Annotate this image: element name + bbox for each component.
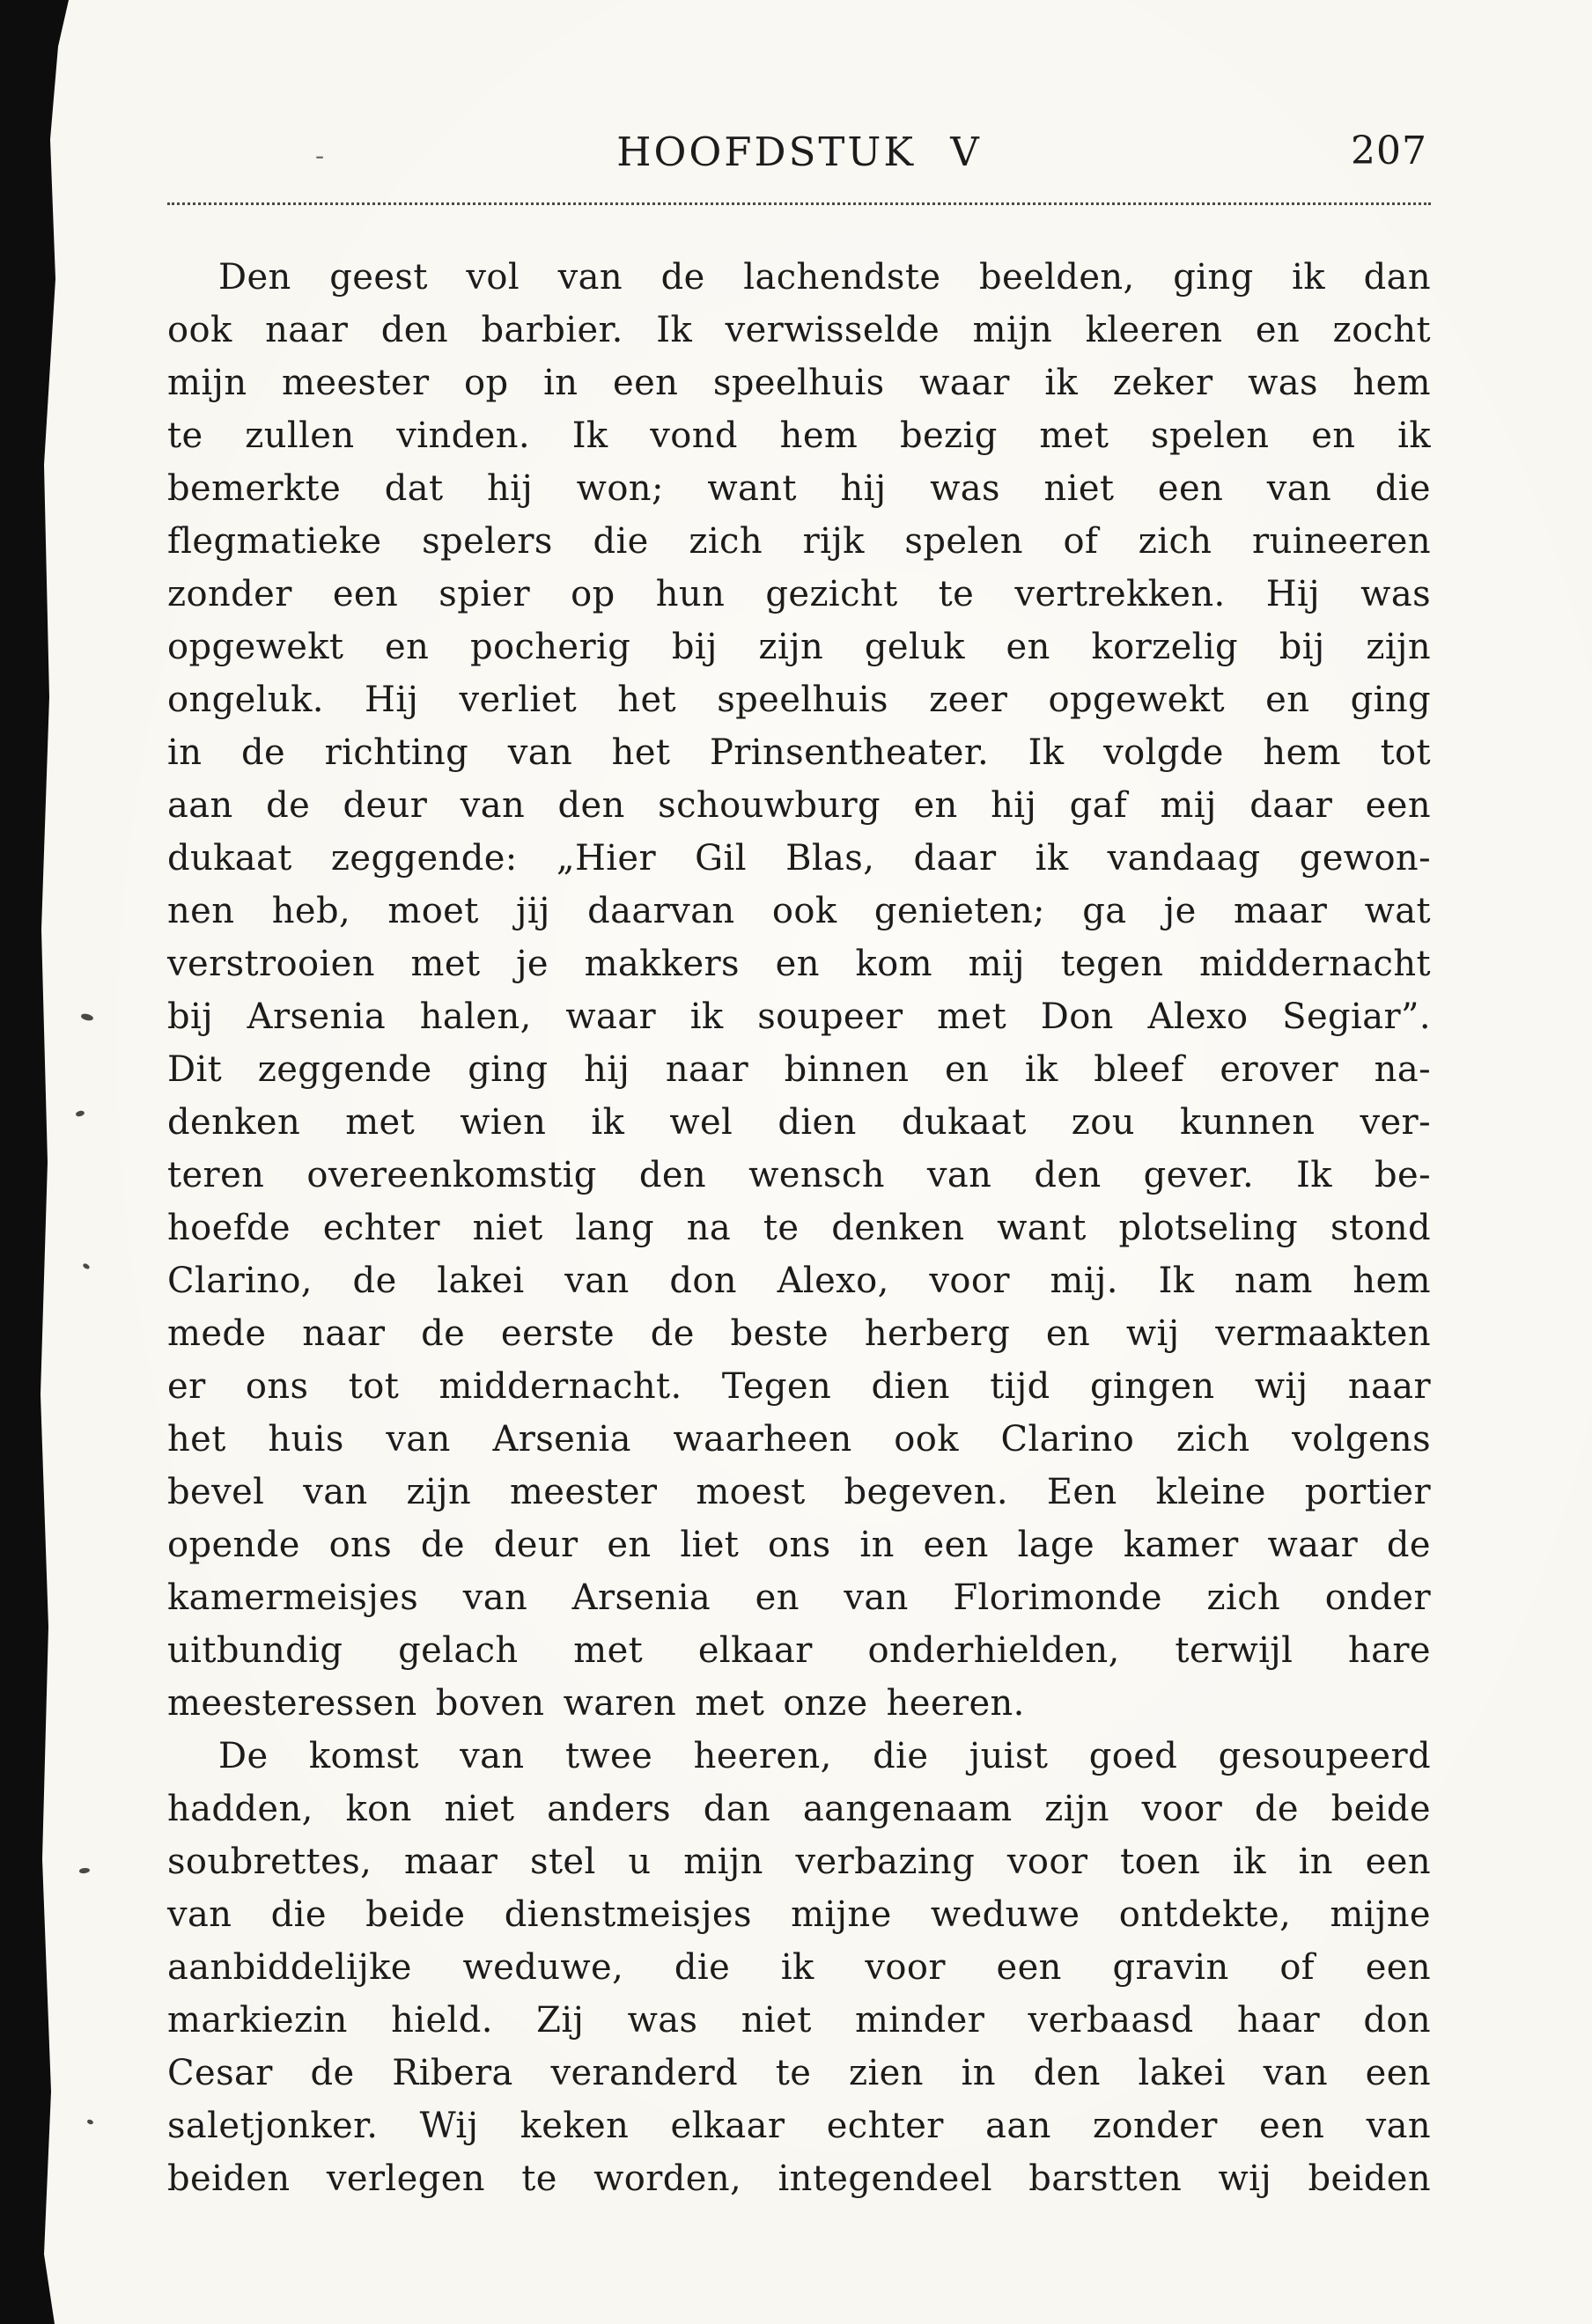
text-line: beiden verlegen te worden, integendeel barstten wij beiden [167,2159,1431,2199]
text-line: dukaat zeggende: „Hier Gil Blas, daar ik vandaag gewon- [167,838,1431,879]
text-line: zonder een spier op hun gezicht te vertrekken. Hij was [167,574,1431,614]
text-line: ongeluk. Hij verliet het speelhuis zeer opgewekt en ging [167,680,1431,720]
text-line: bij Arsenia halen, waar ik soupeer met Don Alexo Segiar”. [167,997,1431,1037]
text-line: er ons tot middernacht. Tegen dien tijd gingen wij naar [167,1366,1431,1407]
text-line: in de richting van het Prinsentheater. Ik volgde hem tot [167,732,1431,773]
text-line: Dit zeggende ging hij naar binnen en ik bleef erover na- [167,1049,1431,1090]
text-line: markiezin hield. Zij was niet minder verbaasd haar don [167,2000,1431,2041]
text-line: soubrettes, maar stel u mijn verbazing voor toen ik in een [167,1842,1431,1882]
text-line: nen heb, moet jij daarvan ook genieten; ga je maar wat [167,891,1431,931]
text-line: van die beide dienstmeisjes mijne weduwe ontdekte, mijne [167,1894,1431,1935]
page-content [167,0,1431,2205]
paragraph [167,251,1431,1730]
text-line: kamermeisjes van Arsenia en van Florimonde zich onder [167,1578,1431,1618]
text-line: Cesar de Ribera veranderd te zien in den lakei van een [167,2053,1431,2093]
ink-speck [82,1262,90,1269]
text-line: Den geest vol van de lachendste beelden, ging ik dan [218,257,1431,298]
dotted-rule [167,202,1431,205]
text-line: hoefde echter niet lang na te denken want plotseling stond [167,1208,1431,1248]
text-line: opgewekt en pocherig bij zijn geluk en korzelig bij zijn [167,627,1431,667]
text-line: aanbiddelijke weduwe, die ik voor een gravin of een [167,1947,1431,1988]
text-line: bemerkte dat hij won; want hij was niet een van die [167,468,1431,509]
binding-shadow [0,0,75,2324]
page-header [167,129,1431,183]
text-line: ook naar den barbier. Ik verwisselde mijn kleeren en zocht [167,310,1431,350]
page-body [167,251,1431,2205]
text-line: flegmatieke spelers die zich rijk spelen of zich ruineeren [167,521,1431,562]
text-line: mede naar de eerste de beste herberg en wij vermaakten [167,1313,1431,1354]
ink-speck [86,2119,93,2125]
text-line: meesteressen boven waren met onze heeren. [167,1683,1025,1724]
text-line: het huis van Arsenia waarheen ook Clarino zich volgens [167,1419,1431,1460]
text-line: denken met wien ik wel dien dukaat zou kunnen ver- [167,1102,1431,1143]
text-line: bevel van zijn meester moest begeven. Een kleine portier [167,1472,1431,1512]
ink-speck [75,1110,85,1118]
chapter-title: HOOFDSTUK V [616,129,982,175]
ink-speck [79,1867,91,1874]
text-line: saletjonker. Wij keken elkaar echter aan zonder een van [167,2106,1431,2146]
text-line: te zullen vinden. Ik vond hem bezig met spelen en ik [167,416,1431,456]
text-line: Clarino, de lakei van don Alexo, voor mij. Ik nam hem [167,1261,1431,1301]
text-line: De komst van twee heeren, die juist goed gesoupeerd [218,1736,1431,1776]
text-line: teren overeenkomstig den wensch van den gever. Ik be- [167,1155,1431,1195]
stray-mark: - [315,141,325,172]
text-line: opende ons de deur en liet ons in een lage kamer waar de [167,1525,1431,1565]
text-line: verstrooien met je makkers en kom mij tegen middernacht [167,944,1431,984]
text-line: mijn meester op in een speelhuis waar ik zeker was hem [167,363,1431,403]
text-line: uitbundig gelach met elkaar onderhielden, terwijl hare [167,1630,1431,1671]
text-line: aan de deur van den schouwburg en hij gaf mij daar een [167,785,1431,826]
text-line: hadden, kon niet anders dan aangenaam zijn voor de beide [167,1789,1431,1829]
paragraph [167,1730,1431,2205]
ink-speck [80,1013,93,1022]
page-number: 207 [1351,129,1427,173]
